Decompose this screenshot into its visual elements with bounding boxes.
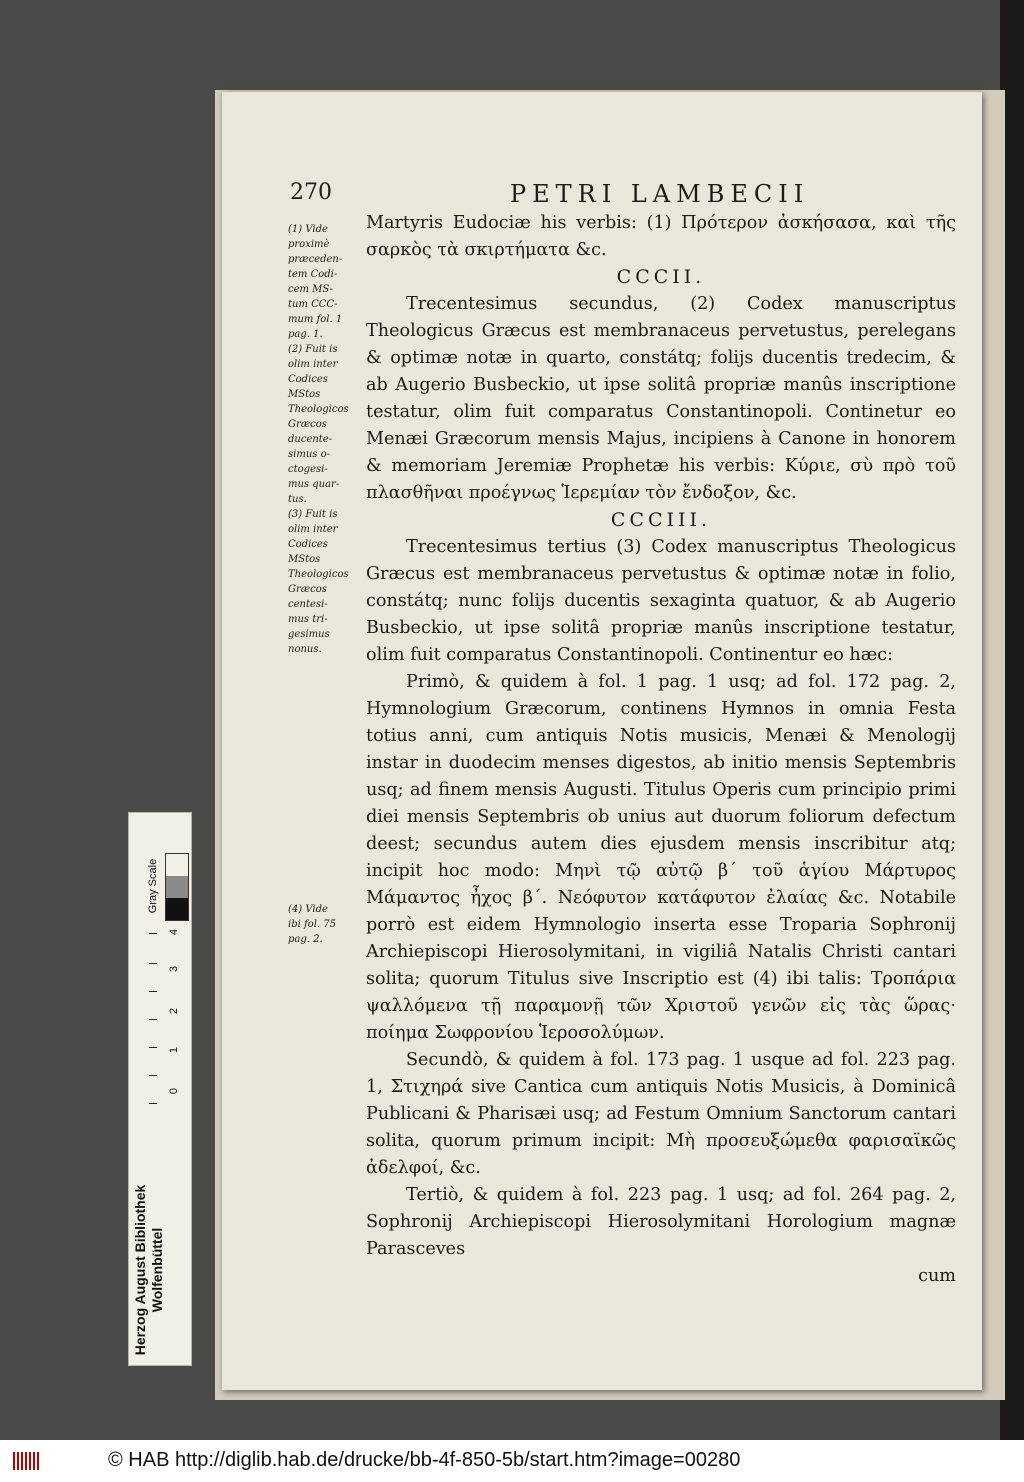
section-303-text: Trecentesimus tertius (3) Codex manuscriptus Theologicus Græcus est membranaceus pervetustus & optimæ notæ in folio, constátq; nunc folijs ducentis sexaginta quatuor, & ab Augerio Busbeckio, ut ipse solitâ propriæ manûs inscriptione testatur, olim fuit comparatus Constantinopoli. Continentur eo hæc: — [366, 537, 956, 665]
hab-logo-icon — [12, 1449, 42, 1473]
catchword: cum — [918, 1266, 956, 1286]
footer-copyright-link[interactable]: © HAB http://diglib.hab.de/drucke/bb-4f-850-5b/start.htm?image=00280 — [108, 1449, 741, 1471]
margin-notes — [288, 222, 368, 945]
ruler-number-4: 4 — [168, 928, 181, 936]
main-text — [366, 210, 956, 1290]
gray-scale-label: Gray Scale — [147, 858, 159, 914]
ruler-number-0: 0 — [168, 1087, 181, 1095]
primo-paragraph: Primò, & quidem à fol. 1 pag. 1 usq; ad fol. 172 pag. 2, Hymnologium Græcorum, continens Hymnos in omnia Festa totius anni, cum antiquis Notis musicis, Menæi & Menologij instar in duodecim menses digestos, ab initio mensis Septembris usq; ad finem mensis Augusti. Titulus Operis cum principio primi diei mensis Septembris ob unius aut duorum foliorum defectum deest; secundus autem dies ejusdem mensis inscribitur atq; incipit hoc modo: Μηνὶ τῷ αὐτῷ β΄ τοῦ ἁγίου Μάρτυρος Μάμαντος ἦχος β΄. Νεόφυτον κατάφυτον ἐλαίας &c. Notabile porrò est eidem Hymnologio inserta esse Troparia Sophronij Archiepiscopi Hierosolymitani, in vigiliâ Natalis Christi cantari solita; quorum Titulus sive Inscriptio est (4) ibi talis: Τροπάρια ψαλλόμενα τῇ παραμονῇ τῶν Χριστοῦ γενῶν εἰς τὰς ὥρας· ποίημα Σωφρονίου Ἱεροσολύμων. — [366, 672, 956, 1043]
library-label: Herzog August Bibliothek Wolfenbüttel — [132, 1184, 165, 1356]
section-heading-303: CCCIII. — [610, 509, 712, 531]
gray-scale-ruler — [128, 812, 192, 1366]
footer-bar — [0, 1440, 1024, 1482]
secundo-paragraph: Secundò, & quidem à fol. 173 pag. 1 usque ad fol. 223 pag. 1, Στιχηρά sive Cantica cum antiquis Notis Musicis, à Dominicâ Publicani & Pharisæi usq; ad Festum Omnium Sanctorum cantari solita, quorum primum incipit: Μὴ προσευξώμεθα φαρισαϊκῶς ἀδελφοί, &c. — [366, 1050, 956, 1178]
margin-note-2: (2) Fuit is olim inter Codices MStos Theologicos Græcos ducente- simus o- ctogesi- mus quar- tus. — [288, 344, 349, 505]
intro-paragraph: Martyris Eudociæ his verbis: (1) Πρότερον ἀσκήσασα, καὶ τῆς σαρκὸς τὰ σκιρτήματα &c. — [366, 213, 956, 260]
ruler-number-3: 3 — [168, 965, 181, 973]
section-302-text: Trecentesimus secundus, (2) Codex manuscriptus Theologicus Græcus est membranaceus pervetustus, perelegans & optimæ notæ in quarto, constátq; folijs ducentis tredecim, & ab Augerio Busbeckio, ut ipse solitâ propriæ manûs inscriptione testatur, olim fuit comparatus Constantinopoli. Continetur eo Menæi Græcorum mensis Majus, incipiens à Canone in honorem & memoriam Jeremiæ Prophetæ his verbis: Κύριε, σὺ πρὸ τοῦ πλασθῆναι προέγνως Ἱερεμίαν τὸν ἔνδοξον, &c. — [366, 294, 956, 503]
margin-note-1: (1) Vide proximè præceden- tem Codi- cem MS- tum CCC- mum fol. 1 pag. 1. — [288, 224, 343, 340]
running-title: PETRI LAMBECII — [510, 180, 810, 208]
ruler-number-2: 2 — [168, 1007, 181, 1015]
ruler-number-1: 1 — [168, 1046, 181, 1054]
gray-scale-swatches — [165, 853, 189, 921]
tertio-paragraph: Tertiò, & quidem à fol. 223 pag. 1 usq; ad fol. 264 pag. 2, Sophronij Archiepiscopi Hierosolymitani Horologium magnæ Parasceves — [366, 1185, 956, 1259]
page-number: 270 — [290, 180, 332, 205]
margin-note-4: (4) Vide ibi fol. 75 pag. 2. — [288, 904, 336, 945]
book-page — [222, 92, 982, 1390]
margin-note-3: (3) Fuit is olim inter Codices MStos Theologicos Græcos centesi- mus tri- gesimus nonus. — [288, 509, 349, 655]
section-heading-302: CCCII. — [616, 266, 706, 288]
